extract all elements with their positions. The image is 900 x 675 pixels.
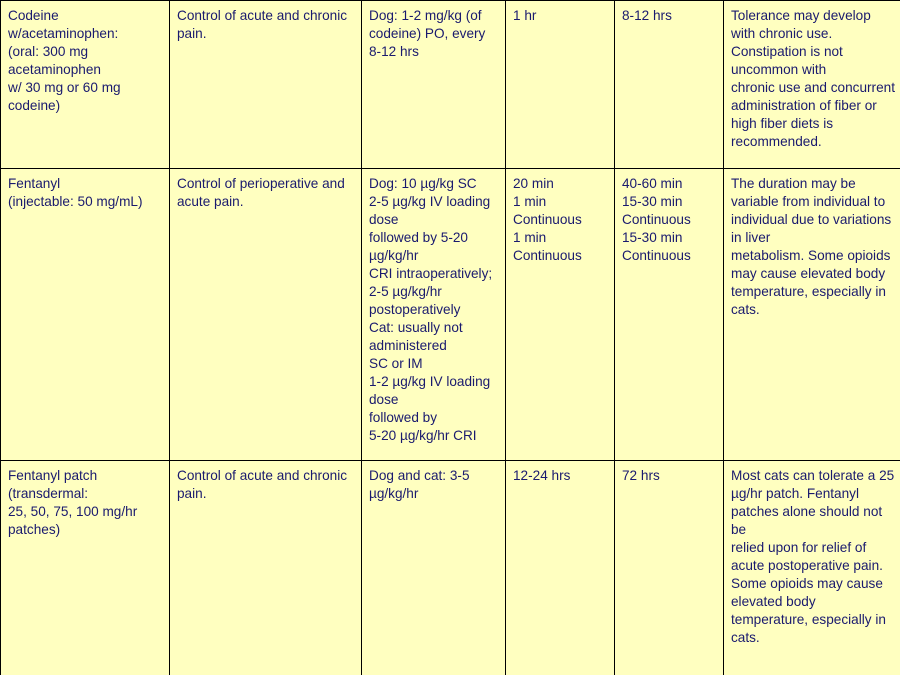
duration-cell	[615, 169, 724, 461]
comments-cell	[724, 461, 900, 675]
cell-text-line: Fentanyl	[8, 176, 61, 191]
cell-text-line: dose	[369, 392, 399, 407]
onset-cell	[506, 461, 615, 675]
cell-text-line: patches alone should not	[731, 504, 883, 519]
cell-text-line: acute pain.	[177, 194, 244, 209]
dosage-cell	[362, 461, 506, 675]
cell-text-line: acetaminophen	[8, 62, 101, 77]
cell-text-line: 8-12 hrs	[369, 44, 419, 59]
cell-text-line: w/acetaminophen:	[8, 26, 119, 41]
cell-text-line: high fiber diets is	[731, 116, 834, 131]
cell-text-line: 5-20 µg/kg/hr CRI	[369, 428, 477, 443]
cell-text-line: 40-60 min	[622, 176, 683, 191]
cell-text-line: Fentanyl patch	[8, 468, 98, 483]
cell-text-line: Cat: usually not	[369, 320, 463, 335]
cell-text-line: 8-12 hrs	[622, 8, 672, 23]
cell-text-line: Most cats can tolerate a 25	[731, 468, 895, 483]
cell-text-line: 25, 50, 75, 100 mg/hr	[8, 504, 138, 519]
cell-text-line: Dog: 1-2 mg/kg (of	[369, 8, 482, 23]
cell-text-line: SC or IM	[369, 356, 423, 371]
cell-text-line: Tolerance may develop	[731, 8, 871, 23]
cell-text-line: Dog: 10 µg/kg SC	[369, 176, 477, 191]
cell-text-line: 2-5 µg/kg/hr	[369, 284, 442, 299]
cell-text-line: Continuous	[622, 248, 691, 263]
cell-text-line: 12-24 hrs	[513, 468, 571, 483]
cell-text-line: cats.	[731, 630, 760, 645]
comments-cell	[724, 1, 900, 169]
table-row	[1, 169, 900, 461]
cell-text-line: Control of acute and chronic	[177, 468, 348, 483]
onset-cell	[506, 1, 615, 169]
cell-text-line: codeine)	[8, 98, 61, 113]
cell-text-line: individual due to variations	[731, 212, 892, 227]
indication-cell	[170, 461, 362, 675]
cell-text-line: CRI intraoperatively;	[369, 266, 493, 281]
comments-cell	[724, 169, 900, 461]
table-row	[1, 461, 900, 675]
cell-text-line: with chronic use.	[731, 26, 833, 41]
cell-text-line: 15-30 min	[622, 230, 683, 245]
duration-cell	[615, 1, 724, 169]
cell-text-line: Continuous	[513, 212, 582, 227]
cell-text-line: metabolism. Some opioids	[731, 248, 891, 263]
cell-text-line: administration of fiber or	[731, 98, 877, 113]
cell-text-line: Some opioids may cause	[731, 576, 883, 591]
cell-text-line: variable from individual to	[731, 194, 886, 209]
drug-cell	[1, 461, 170, 675]
cell-text-line: chronic use and concurrent	[731, 80, 895, 95]
cell-text-line: 20 min	[513, 176, 554, 191]
cell-text-line: temperature, especially in	[731, 284, 886, 299]
cell-text-line: relied upon for relief of	[731, 540, 867, 555]
cell-text-line: followed by	[369, 410, 438, 425]
cell-text-line: Continuous	[622, 212, 691, 227]
onset-cell	[506, 169, 615, 461]
cell-text-line: µg/hr patch. Fentanyl	[731, 486, 859, 501]
cell-text-line: cats.	[731, 302, 760, 317]
cell-text-line: codeine) PO, every	[369, 26, 486, 41]
cell-text-line: followed by 5-20	[369, 230, 468, 245]
cell-text-line: Control of perioperative and	[177, 176, 345, 191]
cell-text-line: (injectable: 50 mg/mL)	[8, 194, 143, 209]
cell-text-line: (oral: 300 mg	[8, 44, 89, 59]
cell-text-line: 1 hr	[513, 8, 537, 23]
indication-cell	[170, 169, 362, 461]
cell-text-line: The duration may be	[731, 176, 856, 191]
duration-cell	[615, 461, 724, 675]
cell-text-line: Control of acute and chronic	[177, 8, 348, 23]
cell-text-line: 72 hrs	[622, 468, 660, 483]
cell-text-line: 1 min	[513, 230, 547, 245]
cell-text-line: be	[731, 522, 747, 537]
cell-text-line: pain.	[177, 486, 207, 501]
cell-text-line: in liver	[731, 230, 771, 245]
cell-text-line: elevated body	[731, 594, 816, 609]
cell-text-line: administered	[369, 338, 447, 353]
cell-text-line: Dog and cat: 3-5	[369, 468, 470, 483]
indication-cell	[170, 1, 362, 169]
cell-text-line: pain.	[177, 26, 207, 41]
cell-text-line: µg/kg/hr	[369, 248, 419, 263]
cell-text-line: 2-5 µg/kg IV loading	[369, 194, 491, 209]
cell-text-line: acute postoperative pain.	[731, 558, 883, 573]
cell-text-line: dose	[369, 212, 399, 227]
dosage-cell	[362, 1, 506, 169]
cell-text-line: 1-2 µg/kg IV loading	[369, 374, 491, 389]
cell-text-line: w/ 30 mg or 60 mg	[8, 80, 121, 95]
cell-text-line: µg/kg/hr	[369, 486, 419, 501]
cell-text-line: temperature, especially in	[731, 612, 886, 627]
dosage-cell	[362, 169, 506, 461]
cell-text-line: 15-30 min	[622, 194, 683, 209]
cell-text-line: (transdermal:	[8, 486, 89, 501]
table-row	[1, 1, 900, 169]
cell-text-line: postoperatively	[369, 302, 461, 317]
drug-cell	[1, 1, 170, 169]
cell-text-line: 1 min	[513, 194, 547, 209]
cell-text-line: Continuous	[513, 248, 582, 263]
cell-text-line: patches)	[8, 522, 61, 537]
cell-text-line: Codeine	[8, 8, 59, 23]
cell-text-line: may cause elevated body	[731, 266, 886, 281]
cell-text-line: recommended.	[731, 134, 822, 149]
cell-text-line: Constipation is not	[731, 44, 843, 59]
cell-text-line: uncommon with	[731, 62, 827, 77]
drug-cell	[1, 169, 170, 461]
